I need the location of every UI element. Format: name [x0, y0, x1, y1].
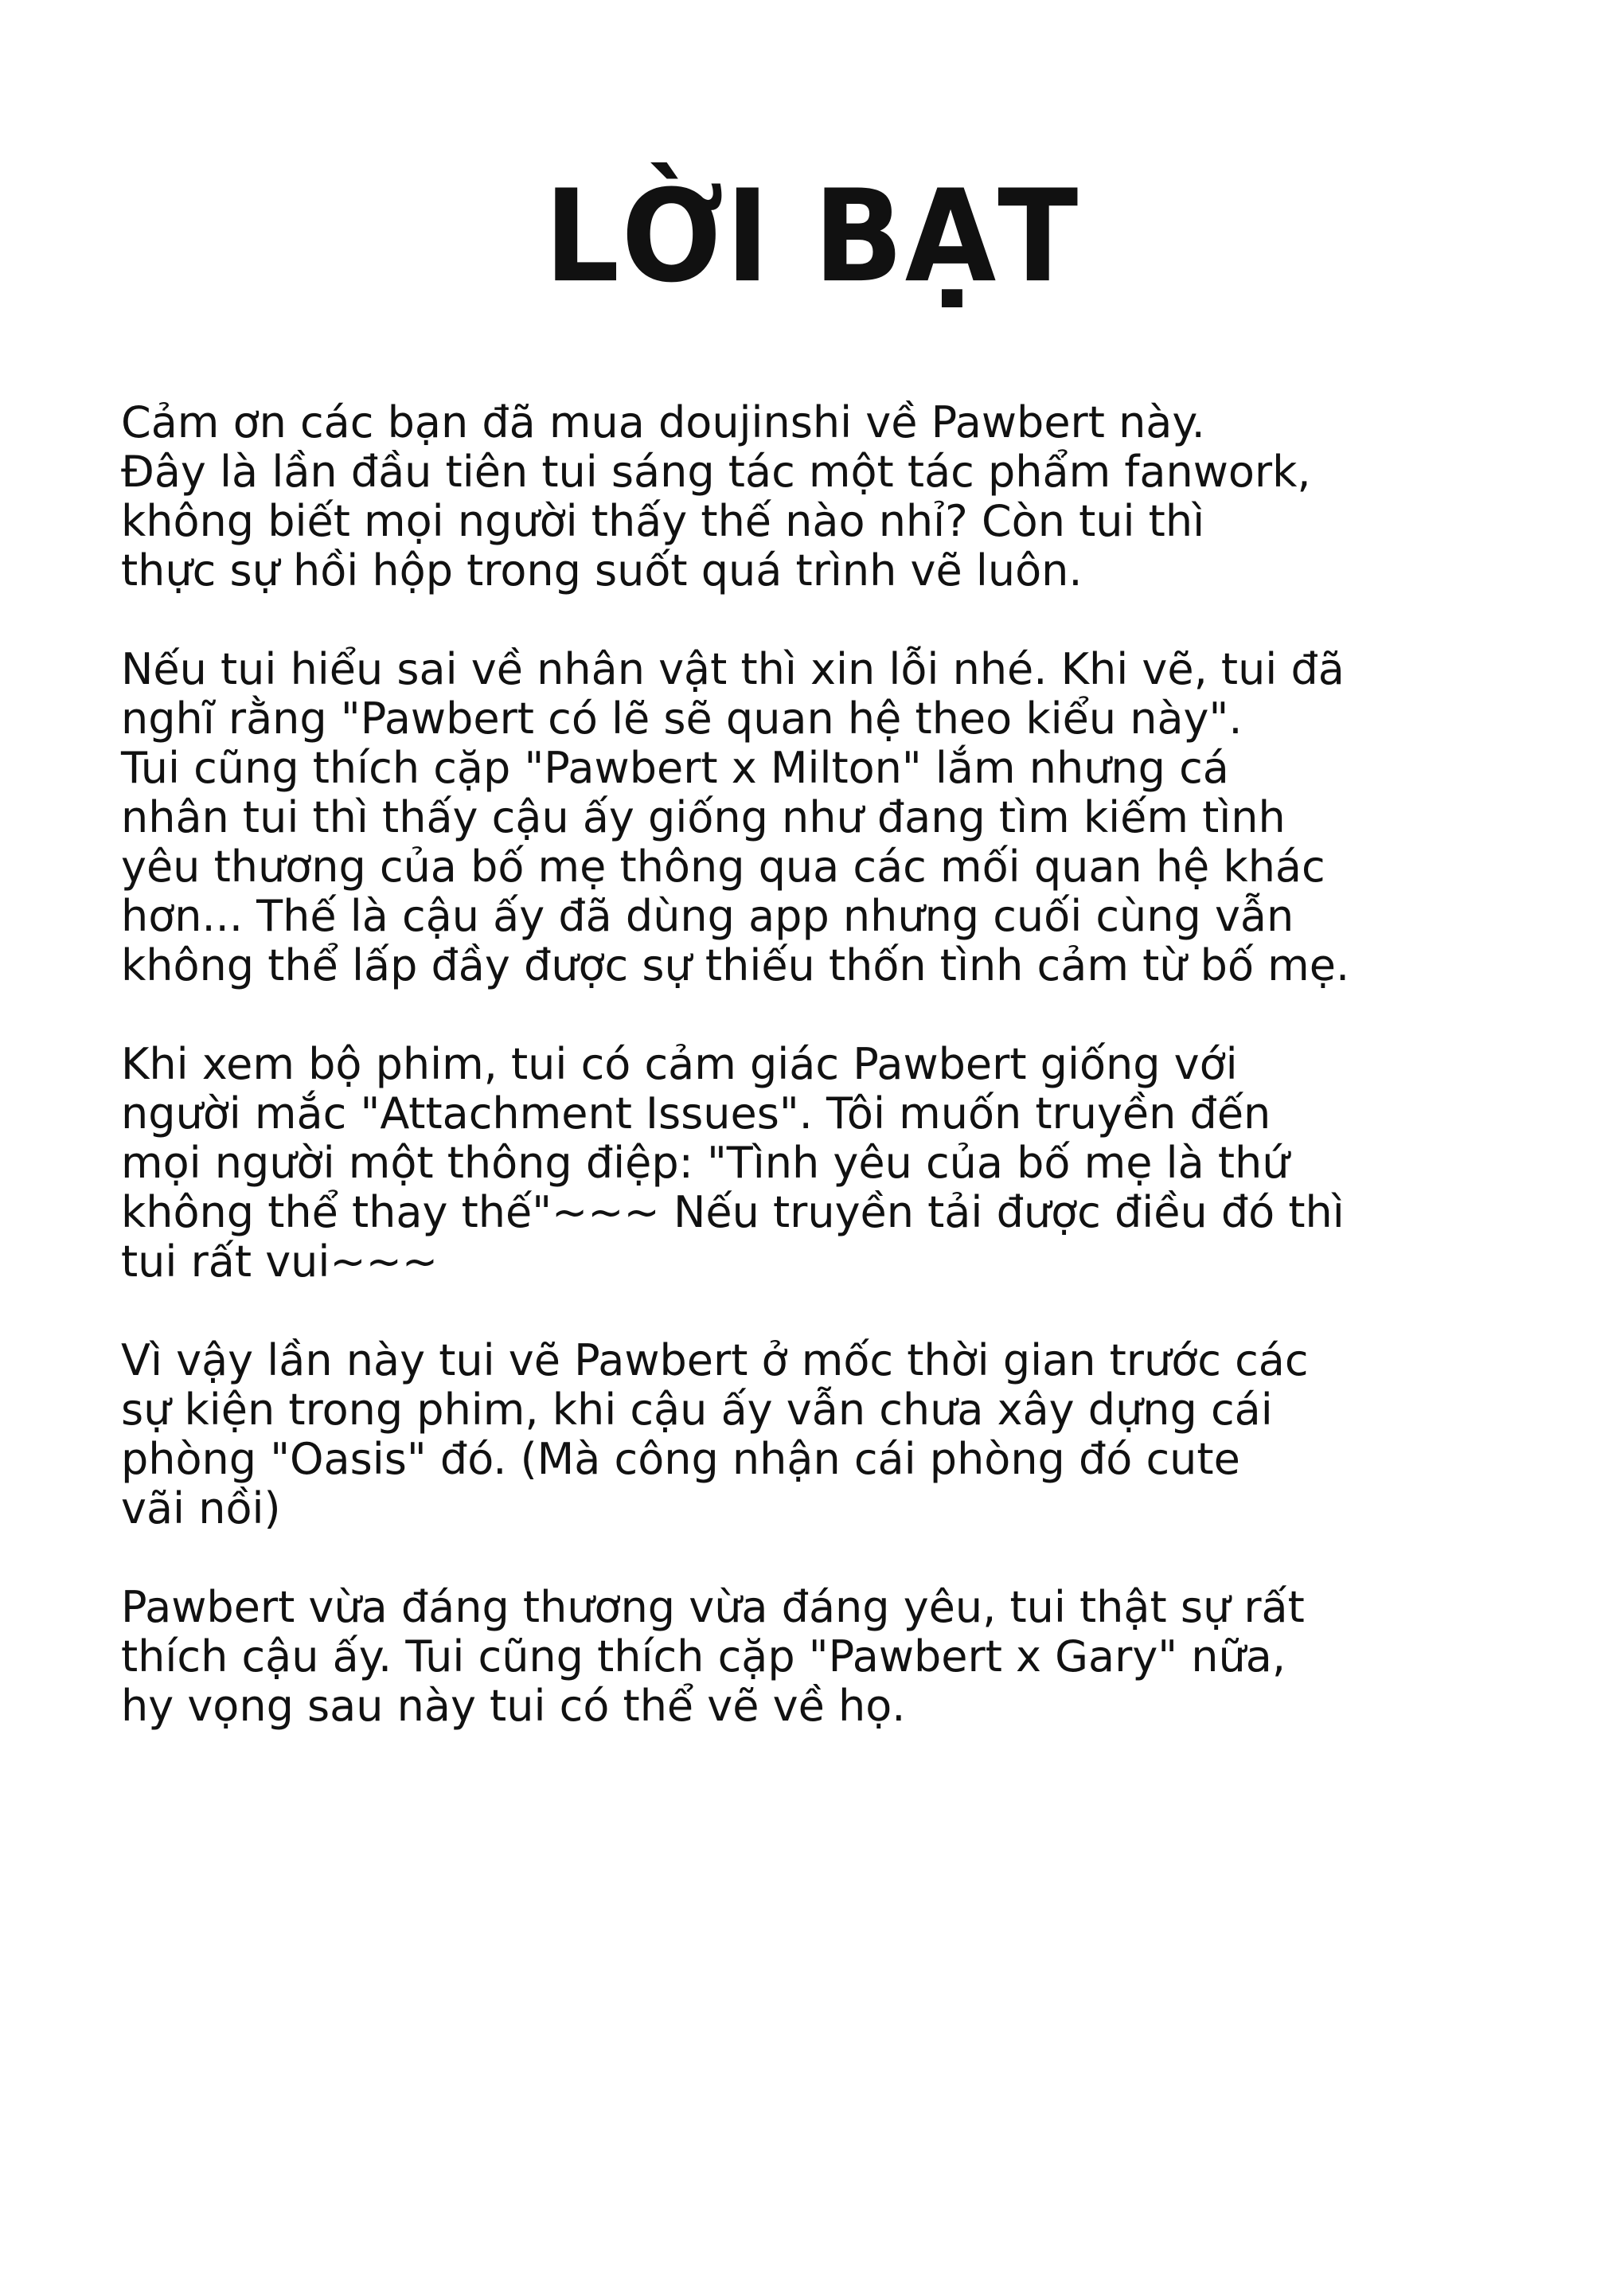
text-line: Pawbert vừa đáng thương vừa đáng yêu, tui thật sự rất	[121, 1582, 1305, 1632]
text-line: Khi xem bộ phim, tui có cảm giác Pawbert giống với	[121, 1039, 1238, 1089]
paragraph-1	[121, 398, 1586, 596]
text-line: sự kiện trong phim, khi cậu ấy vẫn chưa xây dựng cái	[121, 1385, 1273, 1435]
afterword-body	[121, 398, 1586, 1780]
paragraph-5	[121, 1583, 1586, 1731]
paragraph-4	[121, 1336, 1586, 1533]
paragraph-3	[121, 1040, 1586, 1287]
page-title: LỜI BẠT	[544, 162, 1080, 311]
text-line: Vì vậy lần này tui vẽ Pawbert ở mốc thời gian trước các	[121, 1335, 1309, 1385]
text-line: nghĩ rằng "Pawbert có lẽ sẽ quan hệ theo kiểu này".	[121, 693, 1243, 744]
text-line: phòng "Oasis" đó. (Mà công nhận cái phòng đó cute	[121, 1434, 1240, 1484]
text-line: không thể lấp đầy được sự thiếu thốn tình cảm từ bố mẹ.	[121, 940, 1350, 990]
text-line: thực sự hồi hộp trong suốt quá trình vẽ luôn.	[121, 545, 1083, 596]
text-line: không biết mọi người thấy thế nào nhỉ? Còn tui thì	[121, 496, 1205, 546]
text-line: Đây là lần đầu tiên tui sáng tác một tác phẩm fanwork,	[121, 447, 1311, 497]
text-line: Nếu tui hiểu sai về nhân vật thì xin lỗi nhé. Khi vẽ, tui đã	[121, 644, 1345, 694]
text-line: người mắc "Attachment Issues". Tôi muốn truyền đến	[121, 1088, 1271, 1139]
text-line: tui rất vui~~~	[121, 1236, 439, 1287]
text-line: yêu thương của bố mẹ thông qua các mối quan hệ khác	[121, 842, 1325, 892]
text-line: mọi người một thông điệp: "Tình yêu của bố mẹ là thứ	[121, 1138, 1290, 1188]
text-line: nhân tui thì thấy cậu ấy giống như đang tìm kiếm tình	[121, 792, 1286, 842]
text-line: hy vọng sau này tui có thể vẽ về họ.	[121, 1681, 906, 1731]
text-line: không thể thay thế"~~~ Nếu truyền tải được điều đó thì	[121, 1187, 1345, 1237]
text-line: Cảm ơn các bạn đã mua doujinshi về Pawbert này.	[121, 397, 1205, 447]
text-line: thích cậu ấy. Tui cũng thích cặp "Pawbert x Gary" nữa,	[121, 1631, 1286, 1682]
text-line: Tui cũng thích cặp "Pawbert x Milton" lắm nhưng cá	[121, 743, 1229, 793]
paragraph-2	[121, 645, 1586, 990]
text-line: vãi nồi)	[121, 1483, 281, 1533]
text-line: hơn... Thế là cậu ấy đã dùng app nhưng cuối cùng vẫn	[121, 891, 1294, 941]
